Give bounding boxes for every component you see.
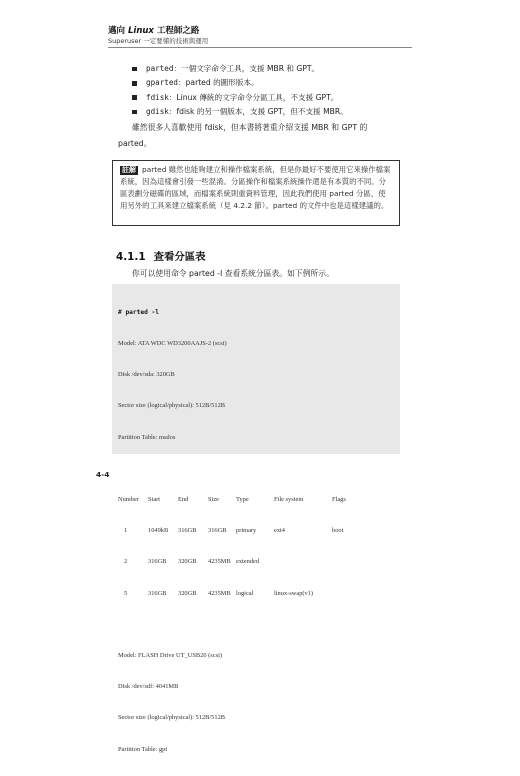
note-box bbox=[112, 160, 400, 226]
section-heading bbox=[116, 248, 206, 263]
note-label: 註解 bbox=[122, 166, 136, 174]
code-line: Model: ATA WDC WD3200AAJS-2 (scsi) bbox=[118, 340, 227, 348]
partition-table-header: Number Start End Size Type File system Flags bbox=[118, 496, 346, 504]
code-line: Model: FLASH Drive UT_USB20 (scsi) bbox=[118, 652, 223, 660]
note-text: parted 雖然也能夠建立和操作檔案系統，但是你最好不要使用它來操作檔案系統，因為這樣會引發一些混淆。分區操作和檔案系統操作還是有本質的不同。分區表劃分磁碟的區域，而檔案系統則重資料管理，因此我們使用 parted 分區，使用另外的工具來建立檔案系統（見 4.2.2 節）。parted 的文件中也是這樣建議的。 bbox=[120, 165, 391, 211]
section-number: 4.1.1 bbox=[116, 251, 146, 263]
code-line: Partition Table: msdos bbox=[118, 433, 176, 441]
running-header bbox=[108, 26, 208, 46]
book-subtitle: Superuser 一定要懂的技術與運用 bbox=[108, 37, 209, 45]
bullet-square-icon bbox=[132, 81, 137, 86]
code-line: Partition Table: gpt bbox=[118, 745, 168, 753]
partition-row: 2 316GB 320GB 4235MB extended bbox=[124, 558, 260, 566]
section-title: 查看分區表 bbox=[153, 251, 206, 263]
bullet-square-icon bbox=[132, 67, 137, 72]
bullet-square-icon bbox=[132, 95, 137, 100]
bullet-square-icon bbox=[132, 110, 137, 115]
body-paragraph: 雖然很多人喜歡使用 fdisk，但本書將著重介紹支援 MBR 和 GPT 的 parted。 bbox=[118, 123, 368, 148]
command-line: # parted -l bbox=[118, 308, 159, 316]
page-number: 4-4 bbox=[96, 470, 110, 479]
partition-row: 5 316GB 320GB 4235MB logical linux-swap(v1) bbox=[124, 589, 314, 597]
partition-row: 1 1049kB 316GB 316GB primary ext4 boot bbox=[124, 527, 344, 535]
code-line: Disk /dev/sdf: 4041MB bbox=[118, 683, 179, 691]
code-line: Disk /dev/sda: 320GB bbox=[118, 371, 175, 379]
code-line: Sector size (logical/physical): 512B/512B bbox=[118, 714, 226, 722]
intro-text: 你可以使用命令 parted -l 查看系統分區表。如下例所示。 bbox=[132, 269, 334, 278]
code-line: Sector size (logical/physical): 512B/512B bbox=[118, 402, 226, 410]
code-block bbox=[112, 284, 400, 753]
header-rule bbox=[108, 47, 412, 48]
book-title: 邁向 Linux 工程師之路 bbox=[108, 26, 200, 36]
